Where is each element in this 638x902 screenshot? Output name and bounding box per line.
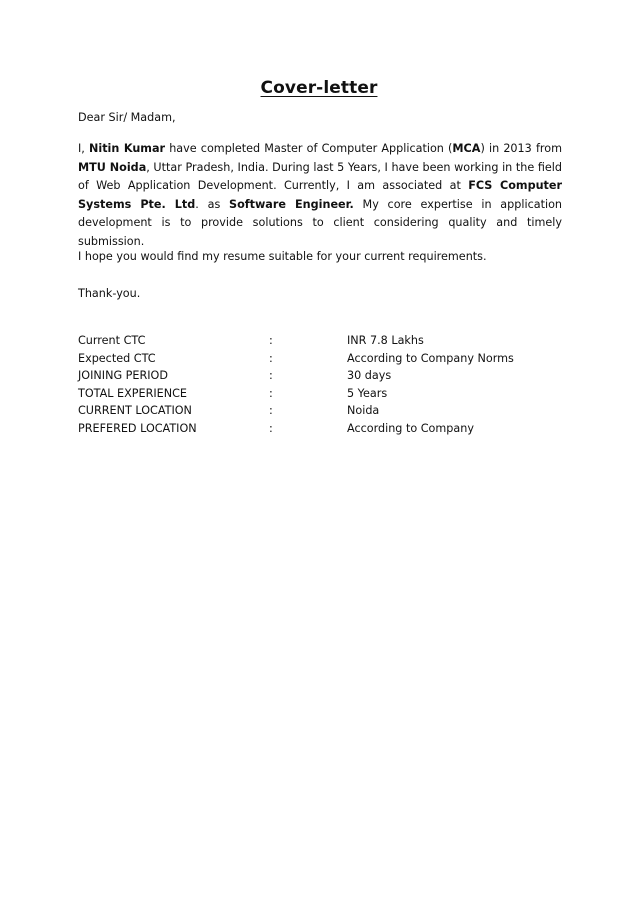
detail-row-total-experience [78, 387, 562, 405]
applicant-name: Nitin Kumar [89, 142, 166, 155]
detail-row-expected-ctc [78, 352, 562, 370]
detail-separator: : [269, 421, 273, 435]
detail-separator: : [269, 386, 273, 400]
intro-text-5: . as [195, 197, 230, 211]
detail-value: 30 days [347, 369, 392, 382]
detail-value: INR 7.8 Lakhs [347, 334, 424, 347]
detail-label: JOINING PERIOD [78, 369, 168, 382]
company-name: FCS Computer Systems Pte. Ltd [78, 179, 562, 211]
intro-text-3: ) in 2013 from [480, 142, 562, 155]
details-table [78, 334, 562, 439]
intro-text-4: , Uttar Pradesh, India. During last 5 Years, I have been working in the field of Web Application Development. Currently, I am associated at [78, 160, 562, 192]
university-name: MTU Noida [78, 160, 147, 174]
detail-value: 5 Years [347, 386, 388, 400]
hope-paragraph: I hope you would find my resume suitable for your current requirements. [78, 250, 487, 263]
intro-text-6: My core expertise in application development is to provide solutions to client considering quality and timely submission. [78, 197, 563, 248]
detail-row-current-location [78, 404, 562, 422]
intro-text-2: have completed Master of Computer Application ( [165, 142, 453, 155]
intro-text-1: I, [78, 142, 90, 155]
detail-row-current-ctc [78, 334, 562, 352]
detail-separator: : [269, 351, 273, 365]
detail-value: According to Company [347, 421, 474, 435]
detail-separator: : [269, 404, 273, 417]
detail-label: CURRENT LOCATION [78, 404, 192, 417]
document-title: Cover-letter [260, 78, 378, 98]
detail-row-prefered-location [78, 422, 562, 440]
job-role: Software Engineer. [229, 197, 354, 211]
intro-paragraph [78, 140, 562, 251]
detail-separator: : [269, 369, 273, 382]
detail-label: TOTAL EXPERIENCE [78, 386, 187, 400]
detail-separator: : [269, 334, 273, 347]
detail-value: According to Company Norms [347, 351, 514, 365]
detail-label: PREFERED LOCATION [78, 421, 197, 435]
closing-line: Thank-you. [78, 287, 141, 300]
degree-name: MCA [452, 142, 481, 155]
detail-value: Noida [347, 404, 380, 417]
detail-label: Expected CTC [78, 351, 156, 365]
detail-row-joining-period [78, 369, 562, 387]
detail-label: Current CTC [78, 334, 146, 347]
greeting-line: Dear Sir/ Madam, [78, 111, 176, 124]
